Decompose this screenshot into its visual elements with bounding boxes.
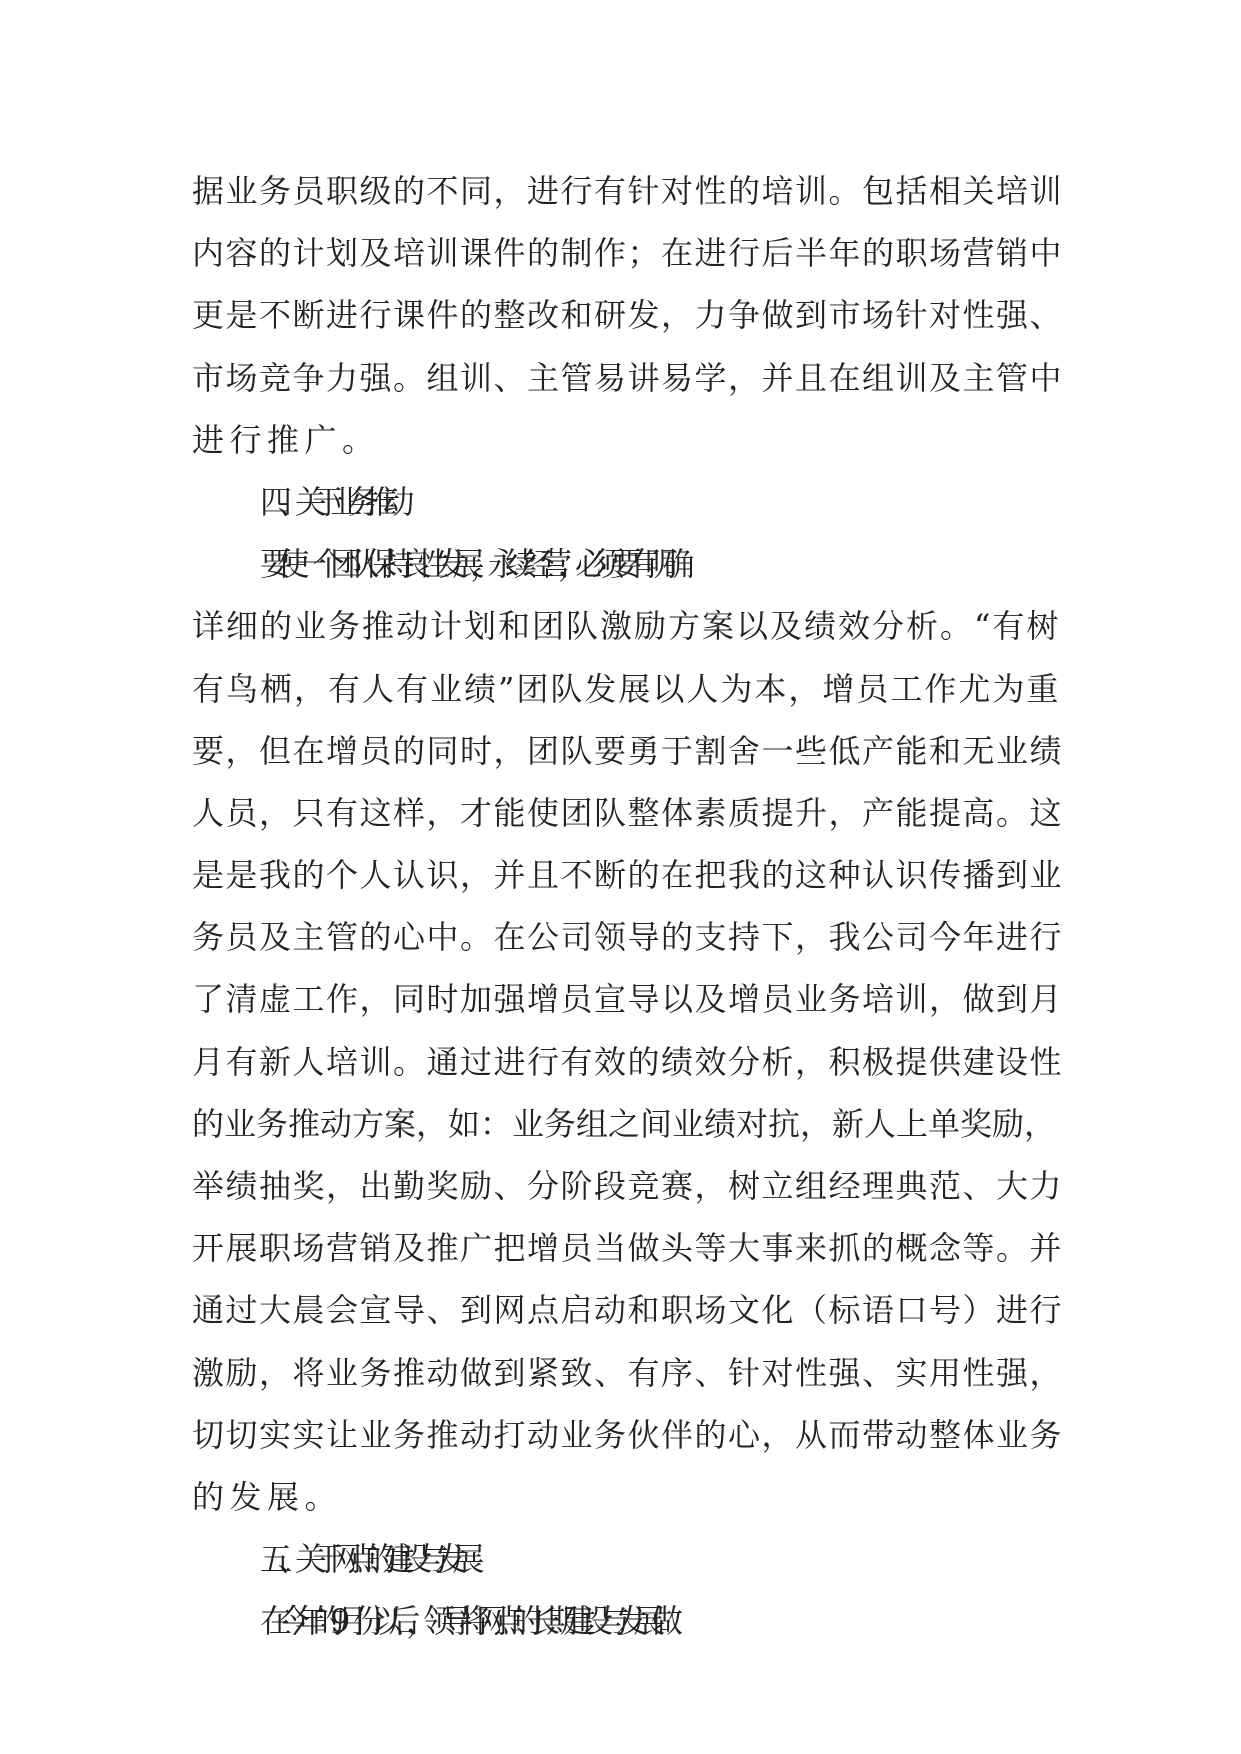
- text-line: 人员，只有这样，才能使团队整体素质提升，产能提高。这: [192, 793, 1064, 832]
- text-line: 通过大晨会宣导、到网点启动和职场文化（标语口号）进行: [192, 1291, 1064, 1330]
- text-line: 举绩抽奖，出勤奖励、分阶段竞赛，树立组经理典范、大力: [192, 1167, 1064, 1205]
- text-line: 市场竞争力强。组训、主管易讲易学，并且在组训及主管中: [192, 358, 1064, 397]
- text-line: 据业务员职级的不同，进行有针对性的培训。包括相关培训: [192, 172, 1064, 210]
- text-line: 详细的业务推动计划和团队激励方案以及绩效分析。“有树: [192, 607, 1061, 646]
- text-line: 更是不断进行课件的整改和研发，力争做到市场针对性强、: [192, 296, 1064, 335]
- text-line: 了清虚工作，同时加强增员宣导以及增员业务培训，做到月: [192, 980, 1064, 1019]
- text-line: 务员及主管的心中。在公司领导的支持下，我公司今年进行: [192, 918, 1064, 957]
- text-line: 四、关于业务推动: [260, 482, 401, 521]
- text-line: 切切实实让业务推动打动业务伙伴的心，从而带动整体业务: [192, 1415, 1064, 1454]
- text-line: 要使一个团队保持良性发展，永续经营，必须要有明确: [260, 545, 681, 584]
- text-line: 五、关于网点的建设与发展: [260, 1540, 471, 1579]
- text-line: 激励，将业务推动做到紧致、有序、针对性强、实用性强，: [192, 1353, 1064, 1392]
- text-line: 有鸟栖，有人有业绩”团队发展以人为本，增员工作尤为重: [192, 669, 1061, 708]
- text-line: 要，但在增员的同时，团队要勇于割舍一些低产能和无业绩: [192, 731, 1064, 770]
- text-line: 是是我的个人认识，并且不断的在把我的这种认识传播到业: [192, 856, 1064, 895]
- text-line: 开展职场营销及推广把增员当做头等大事来抓的概念等。并: [192, 1229, 1064, 1268]
- text-line: 的发展。: [192, 1477, 343, 1516]
- text-line: 内容的计划及培训课件的制作；在进行后半年的职场营销中: [192, 234, 1064, 273]
- text-line: 月有新人培训。通过进行有效的绩效分析，积极提供建设性: [192, 1042, 1064, 1081]
- text-line: 进行推广。: [192, 420, 380, 459]
- text-line: 在今年的9月份以后，领导将网点的长期建设与发展做: [260, 1602, 669, 1641]
- text-line: 的业务推动方案，如：业务组之间业绩对抗，新人上单奖励，: [192, 1104, 1057, 1143]
- document-body: [192, 160, 1062, 1653]
